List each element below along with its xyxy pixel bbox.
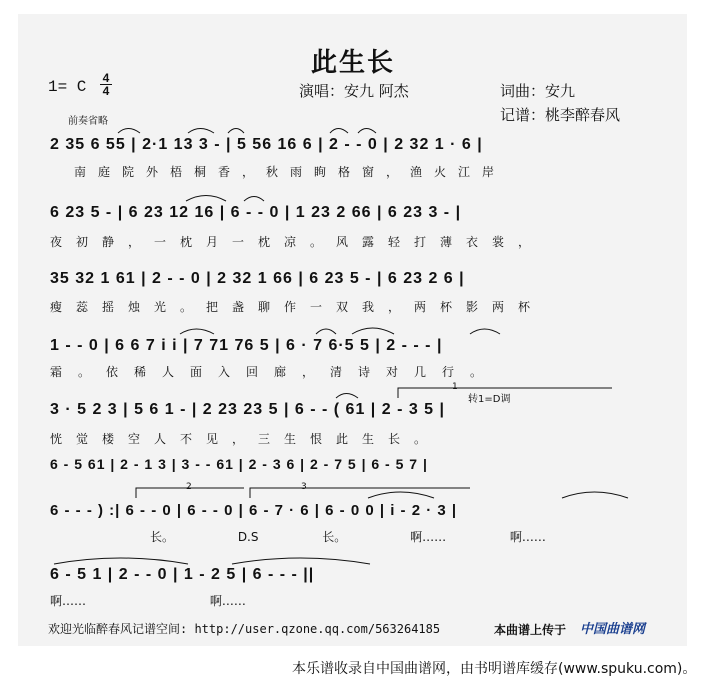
site-logo[interactable]: 中国曲谱网	[580, 622, 646, 637]
volta-1-label: 1	[452, 382, 458, 392]
lyricist-credit: 词曲：安九	[500, 82, 576, 100]
key-signature: 1= C	[48, 78, 87, 96]
lyric-row-5: 恍觉楼空人不见，三生恨此生长。	[50, 432, 441, 446]
time-signature-top: 4	[102, 71, 110, 85]
notation-row-6: 6 - 5 61 | 2 - 1 3 | 3 - - 61 | 2 - 3 6 | 2 - 7 5 | 6 - 5 7 |	[50, 456, 428, 472]
modulation-note: 转1=D调	[468, 394, 511, 405]
lyric-row-7: 长。 D.S 长。 啊…… 啊……	[150, 530, 546, 544]
notation-row-2: 6 23 5 - | 6 23 12 16 | 6 - - 0 | 1 23 2 66 | 6 23 3 - |	[50, 204, 462, 221]
upload-label: 本曲谱上传于	[494, 623, 567, 637]
volta-2-label: 2	[186, 482, 192, 492]
notation-row-1: 2 35 6 55 | 2·1 13 3 - | 5 56 16 6 | 2 - - 0 | 2 32 1 · 6 |	[50, 136, 483, 153]
notation-row-8: 6 - 5 1 | 2 - - 0 | 1 - 2 5 | 6 - - - ||	[50, 566, 315, 583]
lyric-row-4: 霜。依稀人面入回廊，清诗对几行。	[50, 365, 499, 379]
source-note: 本乐谱收录自中国曲谱网，由书明谱库缓存(www.spuku.com)。	[292, 661, 697, 677]
notation-row-4: 1 - - 0 | 6 6 7 i i | 7 71 76 5 | 6 · 7 6·5 5 | 2 - - - |	[50, 337, 443, 354]
lyric-row-2: 夜初静，一枕月一枕凉。风露轻打薄衣裳，	[50, 235, 545, 249]
intro-note: 前奏省略	[68, 116, 108, 127]
lyric-row-3: 瘦蕊摇烛光。把盏聊作一双我，两杯影两杯	[50, 300, 545, 314]
time-signature-bottom: 4	[100, 84, 112, 97]
singer-credit: 演唱：安九 阿杰	[299, 82, 409, 100]
volta-3-label: 3	[301, 482, 307, 492]
transcriber-credit: 记谱：桃李醉春风	[500, 106, 621, 124]
song-title: 此生长	[310, 48, 395, 78]
notation-row-3: 35 32 1 61 | 2 - - 0 | 2 32 1 66 | 6 23 5 - | 6 23 2 6 |	[50, 270, 465, 287]
lyric-row-1: 南庭院外梧桐香，秋雨眴格窗，渔火江岸	[74, 165, 507, 179]
lyric-row-8: 啊…… 啊……	[50, 594, 246, 608]
footer-welcome: 欢迎光临醉春风记谱空间: http://user.qzone.qq.com/563264185	[48, 622, 441, 636]
notation-row-7: 6 - - - ) :| 6 - - 0 | 6 - - 0 | 6 - 7 · 6 | 6 - 0 0 | i - 2 · 3 |	[50, 502, 458, 519]
time-signature	[100, 72, 112, 97]
notation-row-5: 3 · 5 2 3 | 5 6 1 - | 2 23 23 5 | 6 - - ( 61 | 2 - 3 5 |	[50, 401, 445, 418]
